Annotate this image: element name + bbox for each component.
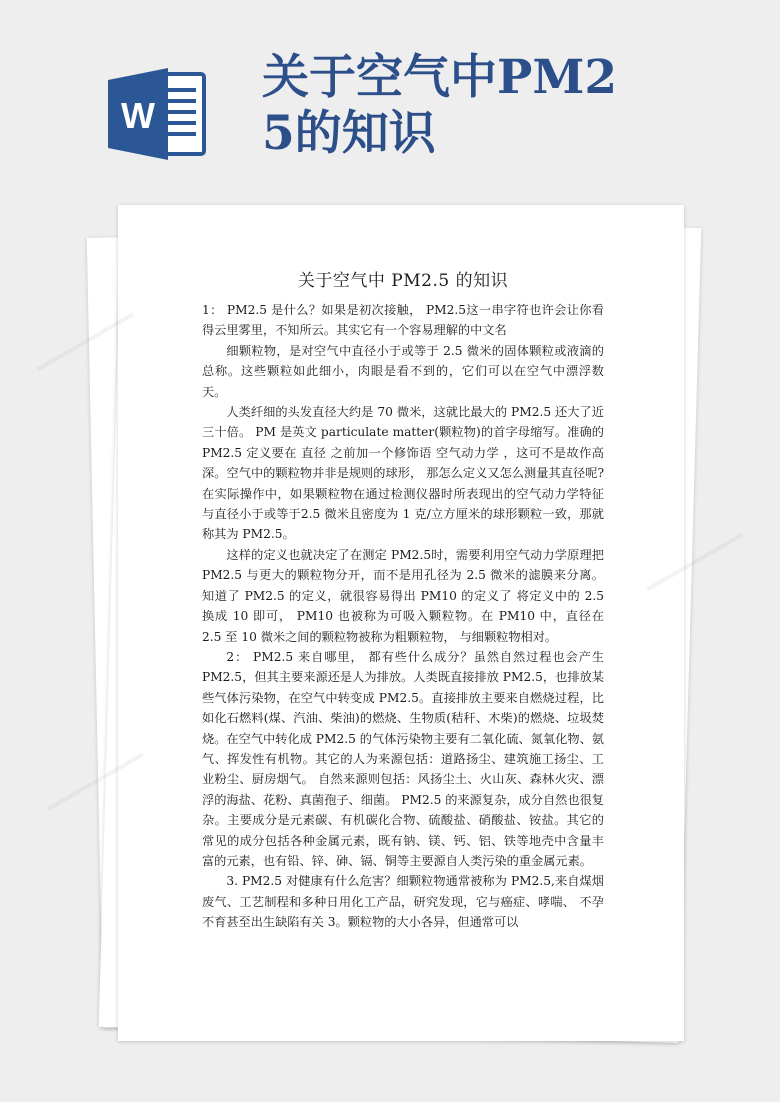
page-title-line-2: 5的知识 bbox=[262, 106, 436, 161]
document-title: 关于空气中 PM2.5 的知识 bbox=[297, 271, 509, 291]
document-paragraph-6: 3. PM2.5 对健康有什么危害？细颗粒物通常被称为 PM2.5,来自煤烟废气、工艺制程和多种日用化工产品，研究发现，它与癌症、哮喘、 不孕不育甚至出生缺陷有关 3。颗粒物的大小各异，但通常可以 bbox=[202, 874, 604, 930]
document-paragraph-4: 这样的定义也就决定了在测定 PM2.5时，需要利用空气动力学原理把 PM2.5 与更大的颗粒物分开，而不是用孔径为 2.5 微米的滤膜来分离。 知道了 PM2.5 的定义，就很容易得出 PM10 的定义了 将定义中的 2.5 换成 10 即可， PM10 也被称为可吸入颗粒物。在 PM10 中，直径在 2.5 至 10 微米之间的颗粒物被称为粗颗粒物， 与细颗粒物相对。 bbox=[202, 547, 604, 644]
document-paragraph-3: 人类纤细的头发直径大约是 70 微米，这就比最大的 PM2.5 还大了近三十倍。 PM 是英文 particulate matter(颗粒物)的首字母缩写。准确的 PM2.5 定义要在 直径 之前加一个修饰语 空气动力学 ，这可不是故作高深。空气中的颗粒物并非是规则的球形， 那怎么定义又怎么测量其直径呢?在实际操作中，如果颗粒物在通过检测仪器时所表现出的空气动力学特征与直径小于或等于2.5 微米且密度为 1 克/立方厘米的球形颗粒一致，那就称其为 PM2.5。 bbox=[202, 405, 604, 542]
document-body bbox=[202, 268, 604, 940]
document-paragraph-1: 1： PM2.5 是什么？如果是初次接触， PM2.5这一串字符也许会让你看得云里雾里，不知所云。其实它有一个容易理解的中文名 bbox=[202, 303, 604, 338]
word-icon-letter: W bbox=[121, 95, 155, 136]
document-paragraph-2: 细颗粒物，是对空气中直径小于或等于 2.5 微米的固体颗粒或液滴的总称。这些颗粒如此细小，肉眼是看不到的，它们可以在空气中漂浮数天。 bbox=[202, 343, 604, 399]
page-title-line-1: 关于空气中PM2 bbox=[262, 50, 618, 105]
document-paragraph-5: 2： PM2.5 来自哪里， 都有些什么成分？虽然自然过程也会产生 PM2.5，但其主要来源还是人为排放。人类既直接排放 PM2.5，也排放某些气体污染物，在空气中转变成 PM2.5。直接排放主要来自燃烧过程，比如化石燃料(煤、汽油、柴油)的燃烧、生物质(秸秆、木柴)的燃烧、垃圾焚烧。在空气中转化成 PM2.5 的气体污染物主要有二氧化硫、氮氧化物、氨气、挥发性有机物。其它的人为来源包括：道路扬尘、建筑施工扬尘、工业粉尘、厨房烟气。 自然来源则包括：风扬尘土、火山灰、森林火灾、漂浮的海盐、花粉、真菌孢子、细菌。 PM2.5 的来源复杂，成分自然也很复杂。主要成分是元素碳、有机碳化合物、硫酸盐、硝酸盐、铵盐。其它的常见的成分包括各种金属元素，既有钠、镁、钙、铝、铁等地壳中含量丰富的元素，也有铅、锌、砷、镉、铜等主要源自人类污染的重金属元素。 bbox=[202, 649, 604, 868]
